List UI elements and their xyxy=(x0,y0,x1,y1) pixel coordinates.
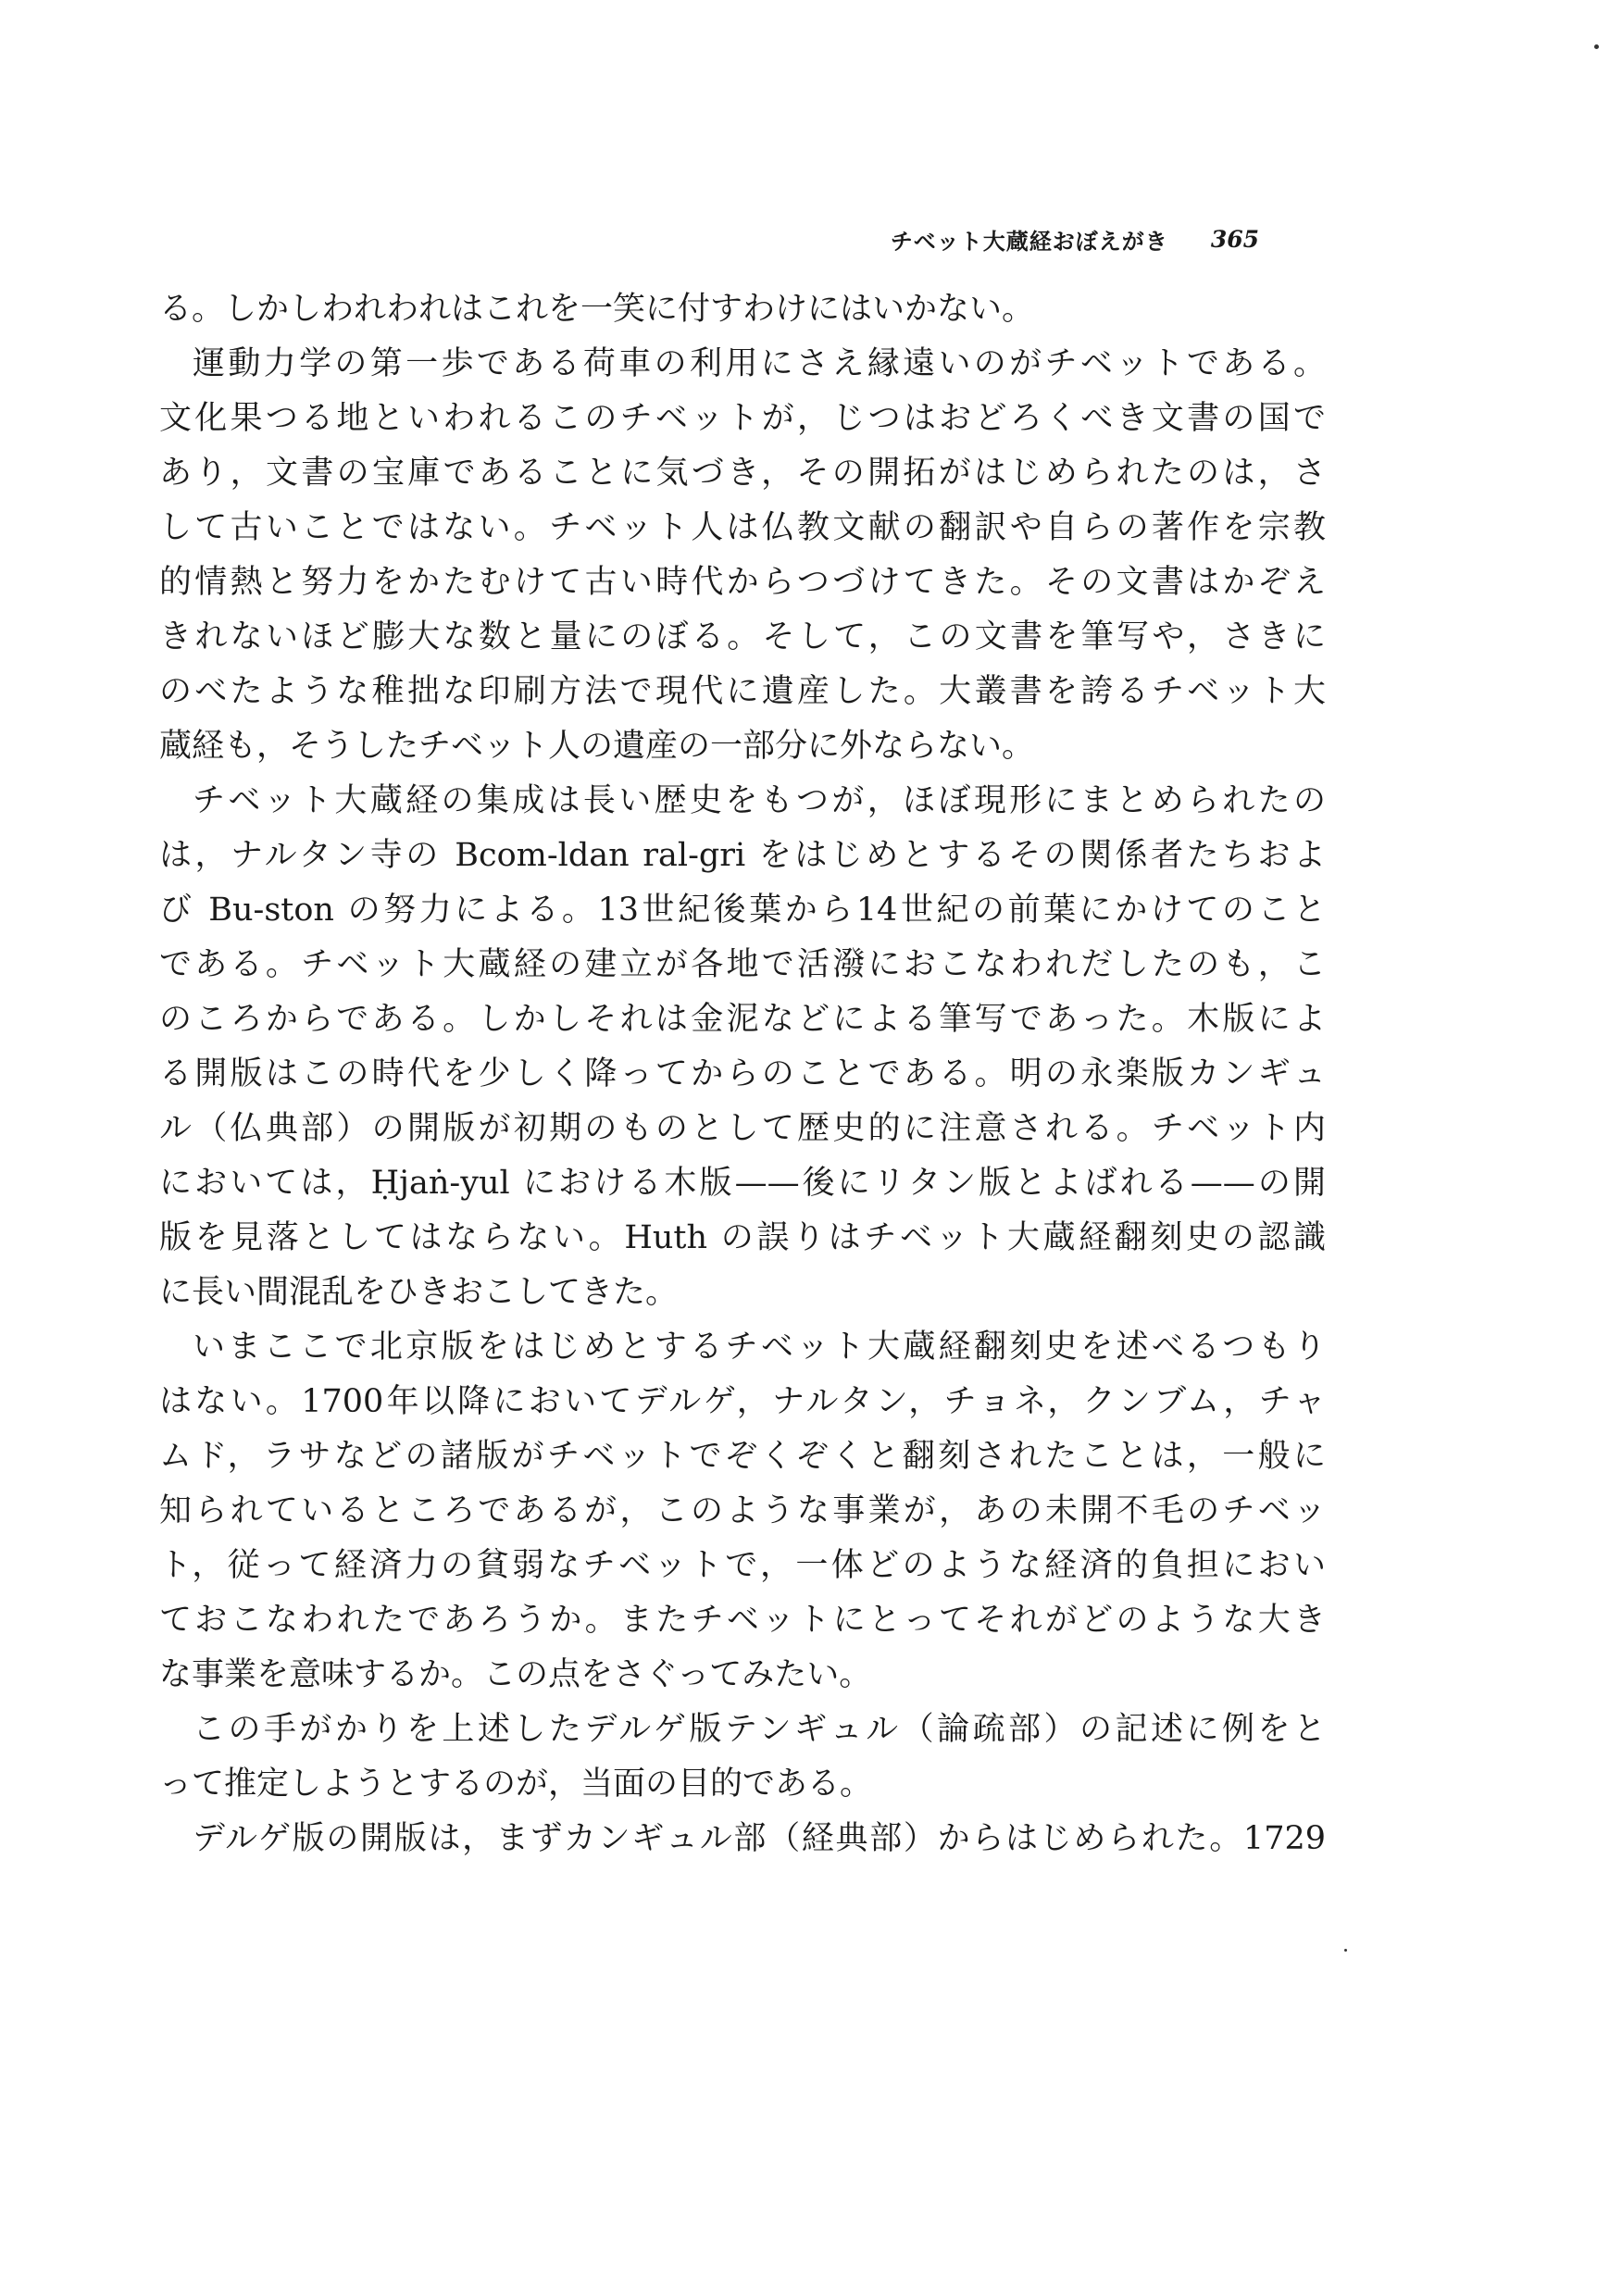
text-line: ておこなわれたであろうか。またチベットにとってそれがどのような大き xyxy=(159,1602,1326,1639)
text-line: って推定しようとするのが，当面の目的である。 xyxy=(159,1766,873,1803)
text-line: においては，Ḥjaṅ-yul における木版——後にリタン版とよばれる——の開 xyxy=(159,1165,1326,1202)
text-line: 文化果つる地といわれるこのチベットが，じつはおどろくべき文書の国で xyxy=(159,400,1326,437)
scan-speck xyxy=(1344,1949,1347,1952)
text-line: ル（仏典部）の開版が初期のものとして歴史的に注意される。チベット内 xyxy=(159,1110,1326,1147)
scan-speck xyxy=(1594,44,1599,49)
text-line: ムド，ラサなどの諸版がチベットでぞくぞくと翻刻されたことは，一般に xyxy=(159,1438,1326,1475)
text-line: この手がかりを上述したデルゲ版テンギュル（論疏部）の記述に例をと xyxy=(193,1711,1326,1748)
text-line: して古いことではない。チベット人は仏教文献の翻訳や自らの著作を宗教 xyxy=(159,509,1326,546)
header-title: チベット大蔵経おぼえがき xyxy=(890,227,1168,255)
text-line: ト，従って経済力の貧弱なチベットで，一体どのような経済的負担におい xyxy=(159,1547,1326,1584)
text-line: に長い間混乱をひきおこしてきた。 xyxy=(159,1274,679,1311)
text-line: きれないほど膨大な数と量にのぼる。そして，この文書を筆写や，さきに xyxy=(159,618,1326,655)
running-header xyxy=(833,220,1259,257)
text-line: び Bu-ston の努力による。13世紀後葉から14世紀の前葉にかけてのこと xyxy=(159,892,1326,929)
text-line: 運動力学の第一歩である荷車の利用にさえ縁遠いのがチベットである。 xyxy=(193,345,1326,382)
text-line: のころからである。しかしそれは金泥などによる筆写であった。木版によ xyxy=(159,1001,1326,1038)
page-number: 365 xyxy=(1210,225,1259,253)
text-line: 知られているところであるが，このような事業が，あの未開不毛のチベッ xyxy=(159,1492,1326,1529)
text-line: デルゲ版の開版は，まずカンギュル部（経典部）からはじめられた。1729 xyxy=(193,1820,1326,1857)
text-line: はない。1700年以降においてデルゲ，ナルタン，チョネ，クンブム，チャ xyxy=(159,1383,1326,1420)
text-line: あり，文書の宝庫であることに気づき，その開拓がはじめられたのは，さ xyxy=(159,455,1326,492)
text-line: る。しかしわれわれはこれを一笑に付すわけにはいかない。 xyxy=(159,291,1035,328)
body-text xyxy=(159,282,1326,1866)
text-line: 版を見落としてはならない。Huth の誤りはチベット大蔵経翻刻史の認識 xyxy=(159,1219,1326,1256)
text-line: 蔵経も，そうしたチベット人の遺産の一部分に外ならない。 xyxy=(159,728,1035,765)
text-line: である。チベット大蔵経の建立が各地で活潑におこなわれだしたのも，こ xyxy=(159,946,1326,983)
text-line: チベット大蔵経の集成は長い歴史をもつが，ほぼ現形にまとめられたの xyxy=(193,782,1326,819)
text-line: いまここで北京版をはじめとするチベット大蔵経翻刻史を述べるつもり xyxy=(193,1329,1326,1366)
text-line: 的情熱と努力をかたむけて古い時代からつづけてきた。その文書はかぞえ xyxy=(159,564,1326,601)
text-line: な事業を意味するか。この点をさぐってみたい。 xyxy=(159,1656,872,1693)
text-line: は，ナルタン寺の Bcom-ldan ral-gri をはじめとするその関係者たちおよ xyxy=(159,837,1326,874)
text-line: る開版はこの時代を少しく降ってからのことである。明の永楽版カンギュ xyxy=(159,1055,1326,1092)
text-line: のべたような稚拙な印刷方法で現代に遺産した。大叢書を誇るチベット大 xyxy=(159,673,1326,710)
